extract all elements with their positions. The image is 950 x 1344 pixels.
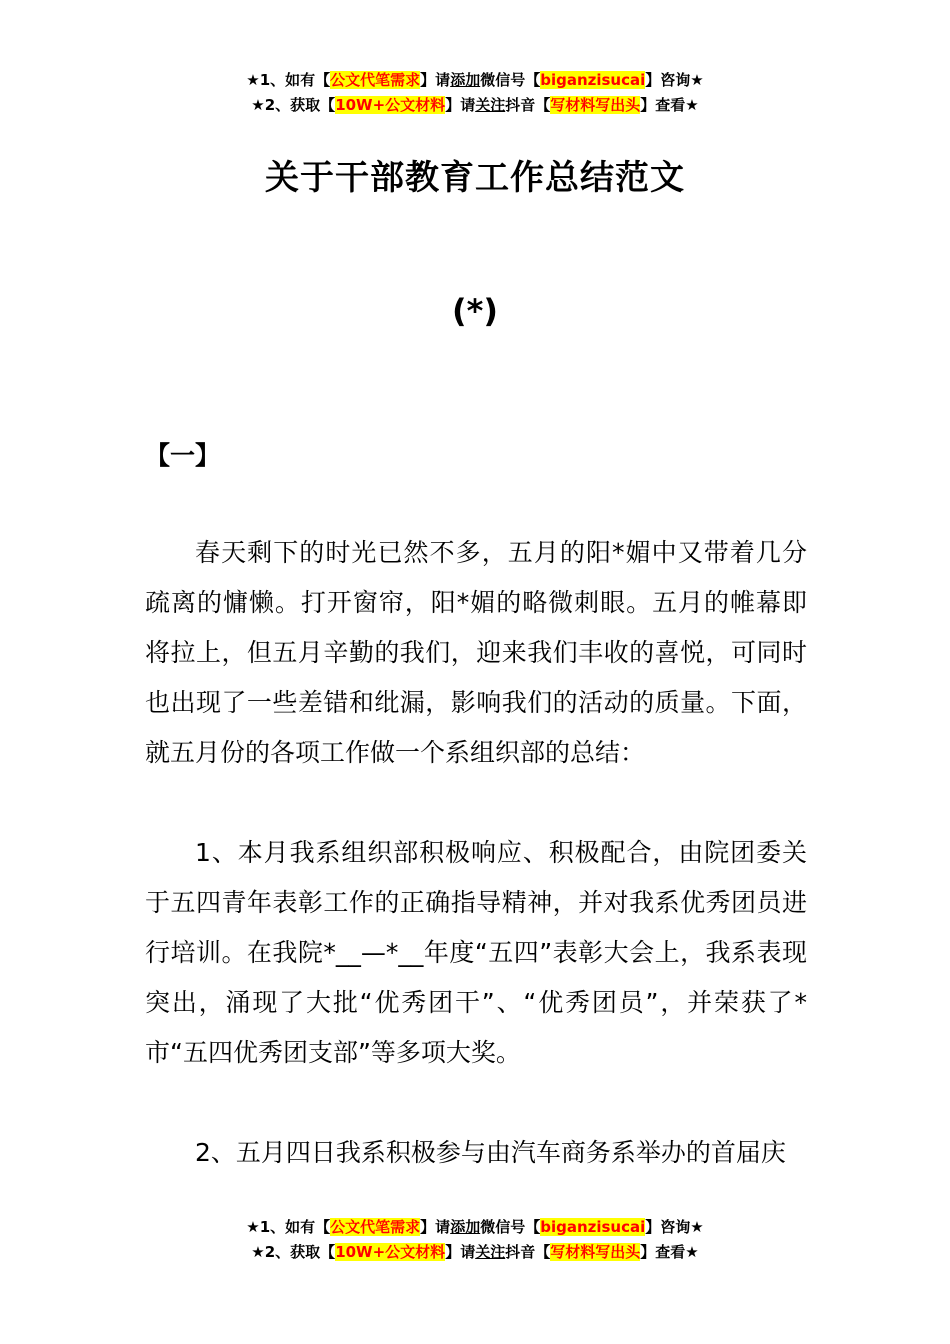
body-paragraph: 2、五月四日我系积极参与由汽车商务系举办的首届庆 (195, 1138, 786, 1167)
promo-text: 】请 (445, 1243, 476, 1261)
promo-highlight: 公文代笔需求 (330, 71, 421, 89)
promo-text: 抖音【 (505, 96, 551, 114)
promo-line-1 (0, 68, 950, 93)
promo-line-2 (0, 1240, 950, 1265)
promo-highlight: 公文代笔需求 (330, 1218, 421, 1236)
document-title: 关于干部教育工作总结范文 (265, 158, 685, 198)
promo-text: 微信号【 (480, 71, 541, 89)
promo-highlight: 10W+公文材料 (335, 96, 446, 114)
promo-highlight: 写材料写出头 (550, 96, 641, 114)
body-paragraph: 1、本月我系组织部积极响应、积极配合，由院团委关于五四青年表彰工作的正确指导精神，并对我系优秀团员进行培训。在我院*__—*__年度“五四”表彰大会上，我系表现突出，涌现了大批“优秀团干”、“优秀团员”，并荣获了*市“五四优秀团支部”等多项大奖。 (145, 838, 807, 1067)
promo-text: 】查看★ (640, 1243, 699, 1261)
promo-text: 】咨询★ (645, 1218, 704, 1236)
promo-underline: 添加 (450, 1218, 481, 1236)
promo-text: 】咨询★ (645, 71, 704, 89)
promo-line-1 (0, 1215, 950, 1240)
promo-highlight: 写材料写出头 (550, 1243, 641, 1261)
promo-text: ★1、如有【 (246, 1218, 331, 1236)
promo-text: ★1、如有【 (246, 71, 331, 89)
promo-text: 】请 (420, 1218, 451, 1236)
body-paragraph: 春天剩下的时光已然不多，五月的阳*媚中又带着几分疏离的慵懒。打开窗帘，阳*媚的略微刺眼。五月的帷幕即将拉上，但五月辛勤的我们，迎来我们丰收的喜悦，可同时也出现了一些差错和纰漏，影响我们的活动的质量。下面，就五月份的各项工作做一个系组织部的总结： (145, 538, 807, 767)
promo-banner-bottom (0, 1215, 950, 1265)
promo-highlight: biganzisucai (540, 71, 646, 89)
promo-underline: 关注 (475, 96, 506, 114)
promo-text: 】查看★ (640, 96, 699, 114)
promo-banner-top (0, 68, 950, 118)
promo-highlight: 10W+公文材料 (335, 1243, 446, 1261)
promo-text: 抖音【 (505, 1243, 551, 1261)
promo-highlight: biganzisucai (540, 1218, 646, 1236)
promo-text: 】请 (445, 96, 476, 114)
promo-underline: 添加 (450, 71, 481, 89)
promo-text: 】请 (420, 71, 451, 89)
promo-underline: 关注 (475, 1243, 506, 1261)
promo-text: 微信号【 (480, 1218, 541, 1236)
promo-line-2 (0, 93, 950, 118)
promo-text: ★2、获取【 (251, 1243, 336, 1261)
section-heading: 【一】 (145, 441, 221, 470)
document-subtitle: (*) (452, 292, 498, 330)
promo-text: ★2、获取【 (251, 96, 336, 114)
